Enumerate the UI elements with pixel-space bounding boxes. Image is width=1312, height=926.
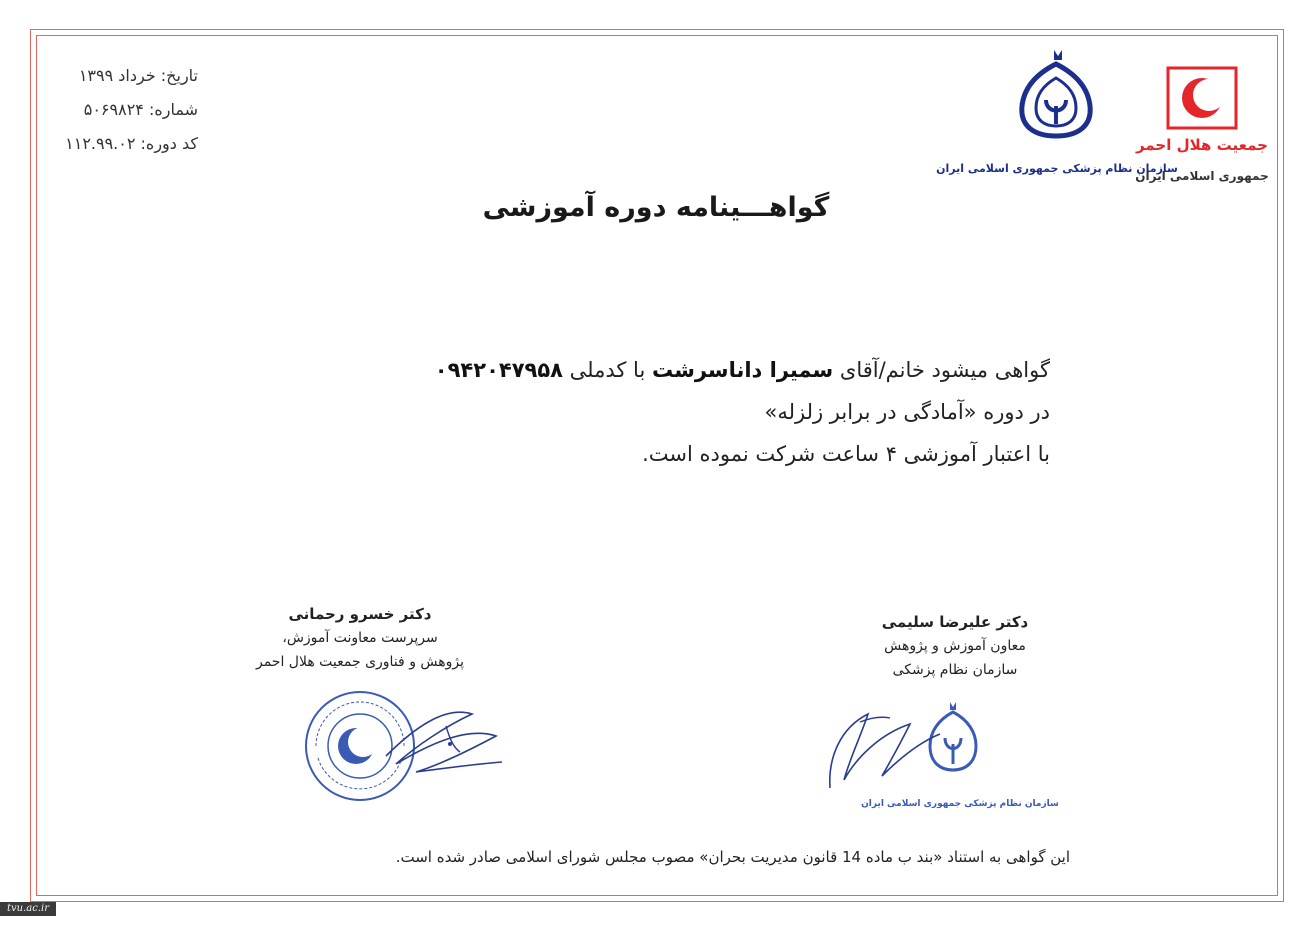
signatory-left (210, 602, 510, 674)
medical-council-name: سازمان نظام پزشکی جمهوری اسلامی ایران (936, 162, 1178, 175)
certificate-number: شماره: ۵۰۶۹۸۲۴ (83, 100, 198, 119)
signatory-left-name: دکتر خسرو رحمانی (288, 605, 432, 623)
site-watermark: tvu.ac.ir (0, 902, 56, 916)
certificate-title: گواهـــینامه دوره آموزشی (482, 192, 830, 223)
red-crescent-country: جمهوری اسلامی ایران (1135, 169, 1269, 183)
body-line-1 (300, 350, 1050, 392)
medical-council-stamp (820, 688, 1059, 818)
signatory-right-title-1: معاون آموزش و پژوهش (884, 638, 1026, 654)
signatory-right (860, 610, 1050, 682)
signatory-right-name: دکتر علیرضا سلیمی (881, 613, 1029, 631)
signatory-left-title-1: سرپرست معاونت آموزش، (282, 630, 438, 646)
body-line-1-prefix: گواهی میشود خانم/آقای (833, 358, 1050, 382)
legal-footer: این گواهی به استناد «بند ب ماده 14 قانون مدیریت بحران» مصوب مجلس شورای اسلامی صادر شده است. (395, 848, 1070, 866)
red-crescent-stamp (296, 686, 506, 806)
recipient-name: سمیرا داناسرشت (651, 358, 834, 382)
certificate-body (300, 350, 1050, 476)
medical-council-logo-graphic (936, 44, 1178, 186)
medical-council-logo (936, 44, 1178, 186)
body-line-1-mid: با کدملی (562, 358, 652, 382)
red-crescent-name: جمعیت هلال احمر (1136, 136, 1268, 154)
body-line-3: با اعتبار آموزشی ۴ ساعت شرکت نموده است. (642, 442, 1050, 466)
medical-council-stamp-text: سازمان نظام پزشکی جمهوری اسلامی ایران (861, 799, 1059, 809)
body-line-2: در دوره «آمادگی در برابر زلزله» (764, 400, 1050, 424)
certificate-date: تاریخ: خرداد ۱۳۹۹ (78, 66, 198, 85)
course-code: کد دوره: ۱۱۲.۹۹.۰۲ (65, 134, 198, 153)
signatory-left-title-2: پژوهش و فناوری جمعیت هلال احمر (255, 654, 465, 670)
medical-council-stamp-graphic (820, 688, 1059, 818)
national-code: ۰۹۴۲۰۴۷۹۵۸ (434, 358, 563, 382)
signatory-right-title-2: سازمان نظام پزشکی (892, 662, 1018, 678)
red-crescent-stamp-graphic (296, 686, 506, 806)
certificate-meta (40, 64, 198, 166)
